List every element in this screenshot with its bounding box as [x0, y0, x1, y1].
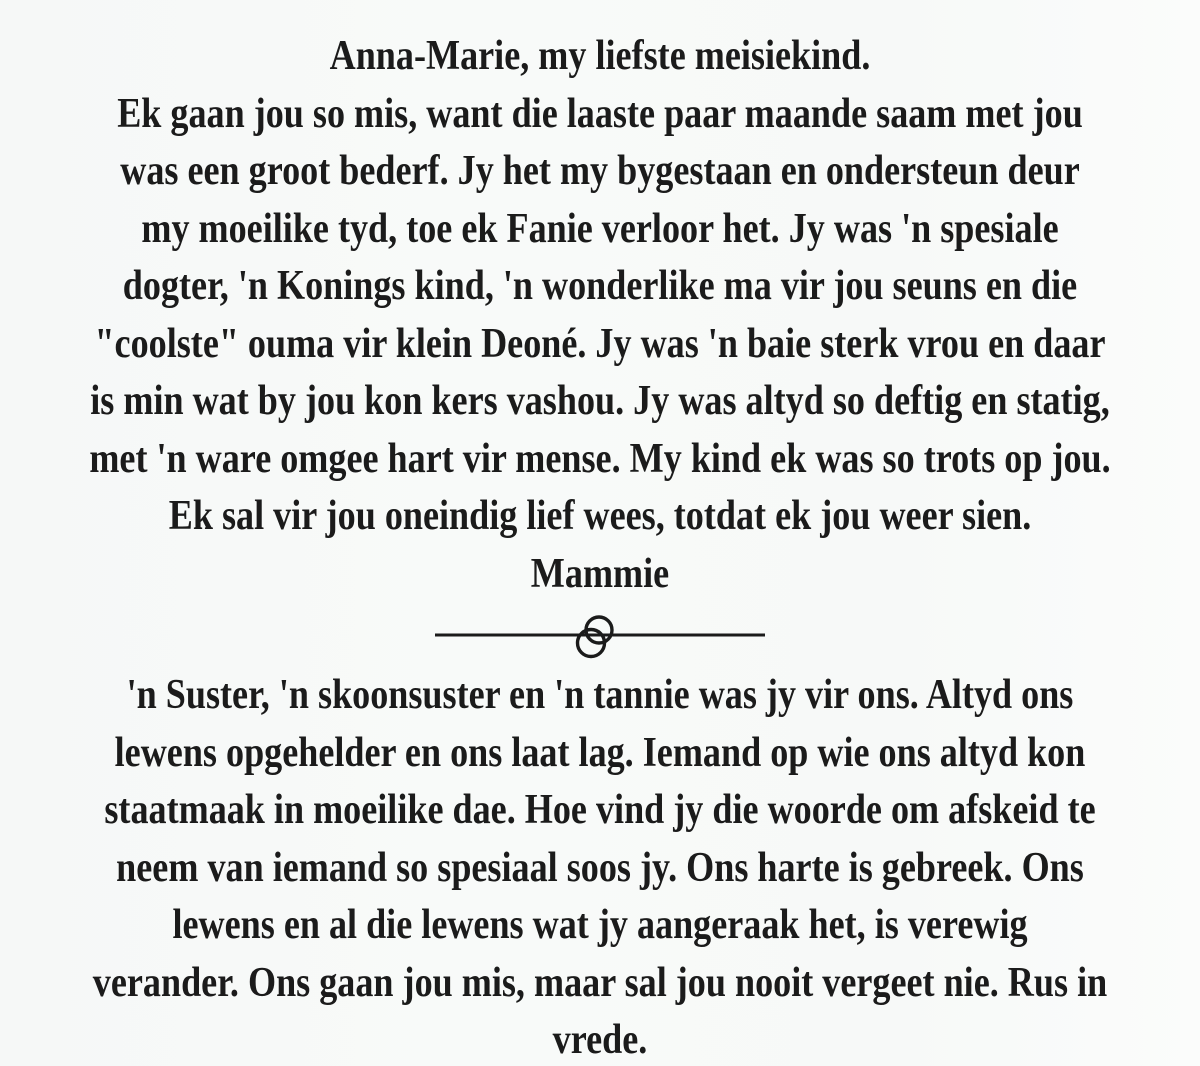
text-line: lewens en al die lewens wat jy aangeraak het, is verewig [172, 902, 1028, 948]
text-line: Mammie [530, 550, 670, 597]
text-line: Anna-Marie, my liefste meisiekind. [329, 33, 871, 79]
text-line: 'n Suster, 'n skoonsuster en 'n tannie was jy vir ons. Altyd ons [126, 672, 1074, 718]
tribute-paragraph-family [0, 667, 1200, 1066]
text-line: my moeilike tyd, toe ek Fanie verloor het. Jy was 'n spesiale [141, 205, 1059, 252]
text-line: dogter, 'n Konings kind, 'n wonderlike ma vir jou seuns en die [122, 263, 1078, 309]
text-line: is min wat by jou kon kers vashou. Jy was altyd so deftig en statig, [90, 378, 1110, 424]
text-line: verander. Ons gaan jou mis, maar sal jou nooit vergeet nie. Rus in [92, 959, 1108, 1006]
text-line: was een groot bederf. Jy het my bygestaan en ondersteun deur [120, 148, 1080, 194]
text-line: vrede. [552, 1017, 648, 1063]
interlocked-rings-icon [435, 603, 765, 667]
text-line: met 'n ware omgee hart vir mense. My kind ek was so trots op jou. [89, 435, 1111, 482]
text-line: Ek gaan jou so mis, want die laaste paar maande saam met jou [117, 90, 1083, 137]
text-line: Ek sal vir jou oneindig lief wees, totdat ek jou weer sien. [168, 493, 1032, 539]
text-line: neem van iemand so spesiaal soos jy. Ons harte is gebreek. Ons [116, 844, 1084, 891]
text-line: staatmaak in moeilike dae. Hoe vind jy die woorde om afskeid te [104, 787, 1096, 833]
text-line: "coolste" ouma vir klein Deoné. Jy was 'n baie sterk vrou en daar [94, 320, 1106, 367]
text-line: lewens opgehelder en ons laat lag. Iemand op wie ons altyd kon [114, 729, 1086, 776]
section-divider [0, 603, 1200, 667]
